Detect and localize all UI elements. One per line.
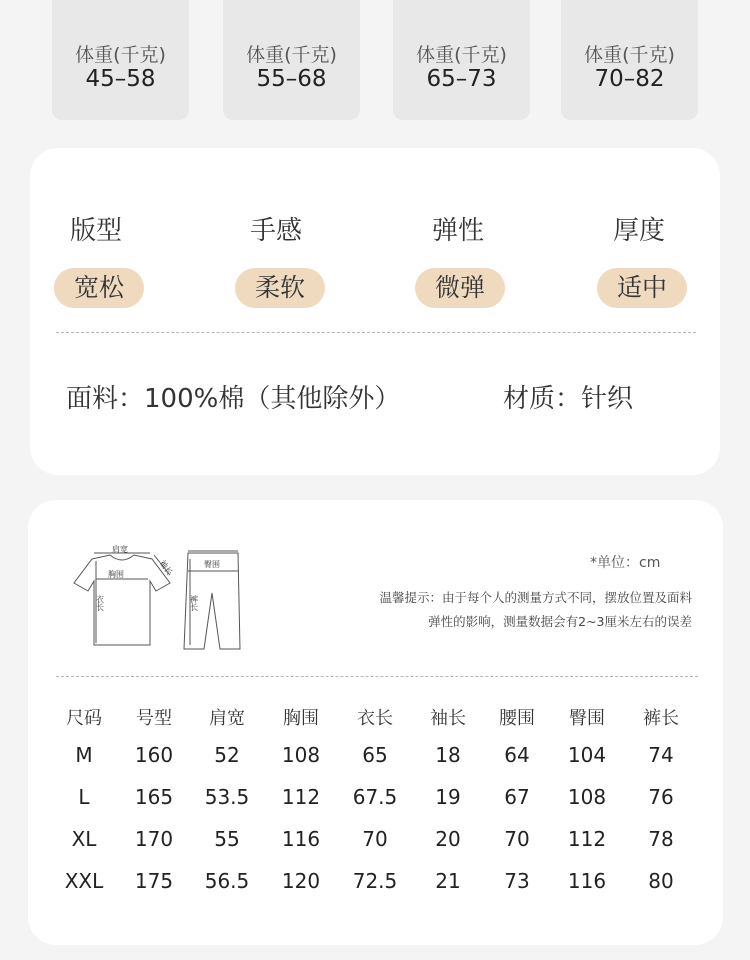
- table-cell: 56.5: [204, 869, 250, 893]
- diagram-label-pants-length: 裤长: [189, 595, 199, 611]
- table-cell: 67.5: [352, 785, 398, 809]
- table-cell: 70: [362, 827, 388, 851]
- table-cell: 53.5: [204, 785, 250, 809]
- table-header-cell: 胸围: [283, 708, 319, 729]
- table-cell: 67: [504, 785, 530, 809]
- table-cell: M: [75, 743, 93, 767]
- height-range-cut: [52, 0, 189, 2]
- table-row: [52, 818, 696, 860]
- table-header-cell: 号型: [136, 708, 172, 729]
- divider: [56, 676, 698, 677]
- table-cell: 108: [567, 785, 607, 809]
- table-row: [52, 734, 696, 776]
- weight-label: 体重(千克): [246, 44, 337, 66]
- table-cell: 104: [567, 743, 607, 767]
- material-text: 材质：针织: [503, 384, 634, 414]
- diagram-label-length: 衣长: [95, 595, 105, 611]
- table-header-cell: 袖长: [430, 708, 466, 729]
- attr-pill-fit: 宽松: [54, 268, 144, 308]
- weight-label: 体重(千克): [416, 44, 507, 66]
- height-range-cut: [393, 0, 530, 2]
- attr-label-thickness: 厚度: [613, 216, 666, 246]
- table-row: [52, 860, 696, 902]
- weight-label: 体重(千克): [584, 44, 675, 66]
- table-cell: 76: [648, 785, 674, 809]
- weight-card-1: [52, 0, 189, 120]
- table-header-cell: 尺码: [66, 708, 102, 729]
- weight-card-2: [223, 0, 360, 120]
- table-cell: 170: [134, 827, 174, 851]
- attr-label-feel: 手感: [250, 216, 303, 246]
- table-cell: 20: [435, 827, 461, 851]
- weight-label: 体重(千克): [75, 44, 166, 66]
- table-cell: 72.5: [352, 869, 398, 893]
- table-cell: 108: [281, 743, 321, 767]
- weight-value: 70–82: [594, 66, 665, 92]
- attr-label-elasticity: 弹性: [432, 216, 485, 246]
- table-cell: 120: [281, 869, 321, 893]
- divider: [56, 332, 696, 333]
- attribute-card: [30, 148, 720, 475]
- table-cell: 52: [214, 743, 240, 767]
- table-header-cell: 腰围: [499, 708, 535, 729]
- weight-card-3: [393, 0, 530, 120]
- table-header-cell: 衣长: [357, 708, 393, 729]
- table-cell: 112: [281, 785, 321, 809]
- weight-value: 55–68: [256, 66, 327, 92]
- attr-pill-thickness: 适中: [597, 268, 687, 308]
- attr-pill-elasticity: 微弹: [415, 268, 505, 308]
- table-cell: 175: [134, 869, 174, 893]
- table-cell: 18: [435, 743, 461, 767]
- height-range-cut: [561, 0, 698, 2]
- table-cell: 55: [214, 827, 240, 851]
- table-cell: L: [78, 785, 90, 809]
- table-cell: 19: [435, 785, 461, 809]
- diagram-label-shoulder: 肩宽: [112, 545, 128, 554]
- attr-label-fit: 版型: [70, 216, 123, 246]
- attr-pill-feel: 柔软: [235, 268, 325, 308]
- table-row: [52, 776, 696, 818]
- table-cell: 65: [362, 743, 388, 767]
- height-range-cut: [223, 0, 360, 2]
- table-header-cell: 裤长: [643, 708, 679, 729]
- diagram-label-chest: 胸围: [108, 570, 124, 579]
- tip-line-2: 弹性的影响，测量数据会有2~3厘米左右的误差: [428, 614, 692, 629]
- table-cell: 21: [435, 869, 461, 893]
- table-cell: XL: [71, 827, 97, 851]
- table-cell: XXL: [64, 869, 104, 893]
- weight-value: 65–73: [426, 66, 497, 92]
- tshirt-icon: [74, 553, 170, 645]
- fabric-text: 面料：100%棉（其他除外）: [66, 384, 401, 414]
- table-cell: 160: [134, 743, 174, 767]
- table-cell: 80: [648, 869, 674, 893]
- garment-diagram: [70, 545, 250, 657]
- table-cell: 116: [567, 869, 607, 893]
- table-header-cell: 臀围: [569, 708, 605, 729]
- diagram-label-sleeve: 袖长: [157, 558, 175, 577]
- table-header-cell: 肩宽: [209, 708, 245, 729]
- table-cell: 112: [567, 827, 607, 851]
- tip-line-1: 温馨提示：由于每个人的测量方式不同，摆放位置及面料: [379, 590, 692, 605]
- table-cell: 73: [504, 869, 530, 893]
- table-cell: 64: [504, 743, 530, 767]
- table-header-row: [52, 700, 696, 734]
- table-cell: 78: [648, 827, 674, 851]
- weight-value: 45–58: [85, 66, 156, 92]
- table-cell: 70: [504, 827, 530, 851]
- unit-note: *单位：cm: [590, 555, 661, 571]
- diagram-label-hip: 臀围: [204, 560, 220, 569]
- weight-card-4: [561, 0, 698, 120]
- table-cell: 74: [648, 743, 674, 767]
- table-cell: 165: [134, 785, 174, 809]
- table-cell: 116: [281, 827, 321, 851]
- size-table: [52, 700, 696, 902]
